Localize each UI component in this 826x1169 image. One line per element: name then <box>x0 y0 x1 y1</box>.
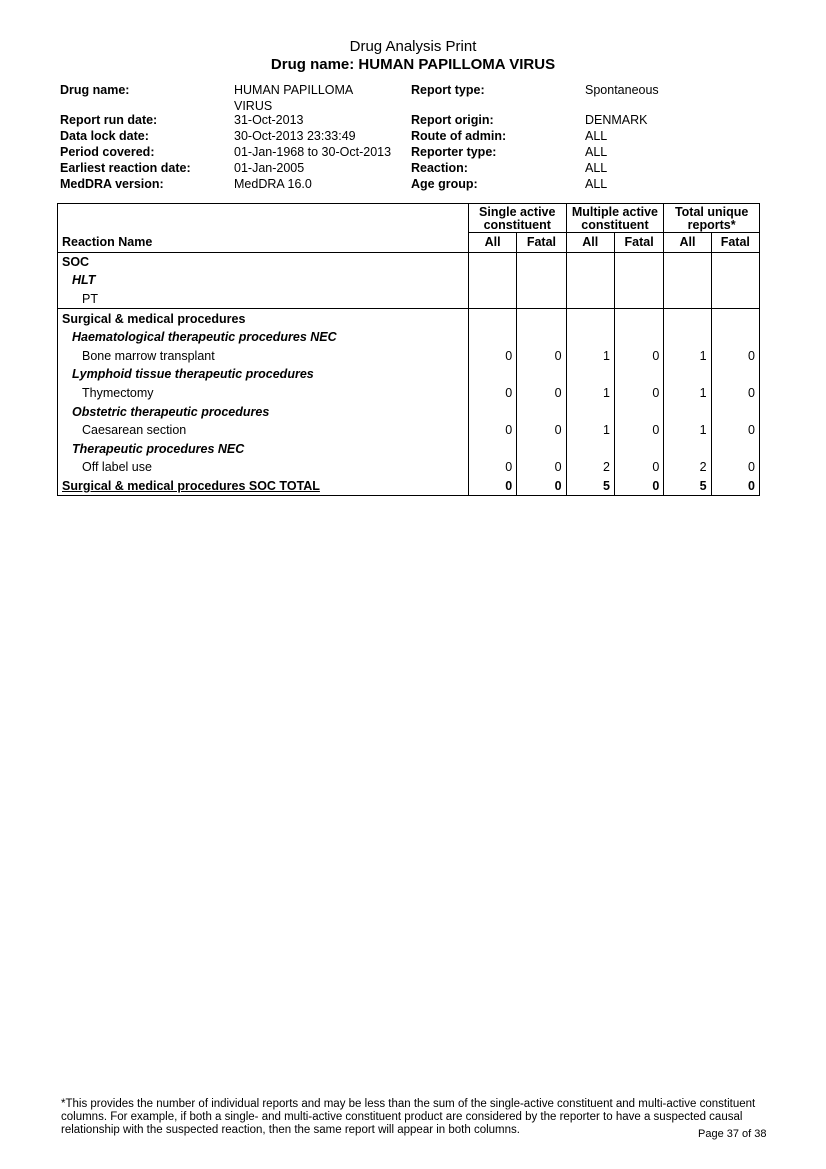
value-cell: 0 <box>468 458 516 477</box>
legend-soc: SOC <box>58 252 469 271</box>
value-cell: 0 <box>711 458 759 477</box>
header-all-2: All <box>566 233 614 253</box>
meta-period-value: 01-Jan-1968 to 30-Oct-2013 <box>234 145 392 159</box>
total-label: Surgical & medical procedures SOC TOTAL <box>58 477 469 496</box>
meta-drug-name-label: Drug name: <box>60 83 130 97</box>
meta-lock-date-label: Data lock date: <box>60 129 149 143</box>
pt-name: Off label use <box>58 458 469 477</box>
total-row <box>58 477 760 496</box>
total-cell: 0 <box>517 477 566 496</box>
meta-route-label: Route of admin: <box>411 129 507 143</box>
value-cell: 0 <box>614 347 663 366</box>
meta-earliest-label: Earliest reaction date: <box>60 161 191 175</box>
meta-origin-label: Report origin: <box>411 113 494 127</box>
total-cell: 0 <box>711 477 759 496</box>
hlt-row: Therapeutic procedures NEC <box>58 440 469 459</box>
meta-reaction-value: ALL <box>585 161 608 175</box>
meta-run-date-label: Report run date: <box>60 113 158 127</box>
value-cell: 0 <box>517 458 566 477</box>
meta-report-type-label: Report type: <box>411 83 485 97</box>
soc-name: Surgical & medical procedures <box>58 309 469 328</box>
page-number: Page 37 of 38 <box>698 1128 767 1140</box>
meta-drug-name-value: HUMAN PAPILLOMA VIRUS <box>234 83 353 113</box>
meta-report-type-value: Spontaneous <box>585 83 659 97</box>
footnote: *This provides the number of individual reports and may be less than the sum of the single-active constituent and multi-active constituent columns. For example, if both a single- and multi-active constituent product are considered by the reporter to have a suspected causal relationship with the suspected reaction, then the same report will appear in both columns. <box>61 1098 756 1136</box>
value-cell: 0 <box>517 384 566 403</box>
meta-reporter-label: Reporter type: <box>411 145 497 159</box>
meta-age-label: Age group: <box>411 177 478 191</box>
meta-age-value: ALL <box>585 177 608 191</box>
value-cell: 0 <box>517 421 566 440</box>
value-cell: 1 <box>664 384 711 403</box>
value-cell: 0 <box>468 421 516 440</box>
meta-lock-date-value: 30-Oct-2013 23:33:49 <box>234 129 356 143</box>
header-fatal-2: Fatal <box>614 233 663 253</box>
value-cell: 0 <box>614 458 663 477</box>
meta-route-value: ALL <box>585 129 608 143</box>
hlt-row: Lymphoid tissue therapeutic procedures <box>58 365 469 384</box>
drug-subtitle: Drug name: HUMAN PAPILLOMA VIRUS <box>270 56 556 73</box>
value-cell: 0 <box>711 384 759 403</box>
header-single-active: Single active constituent <box>468 204 566 233</box>
header-multiple-active: Multiple active constituent <box>566 204 664 233</box>
value-cell: 0 <box>517 347 566 366</box>
total-cell: 5 <box>664 477 711 496</box>
header-all-3: All <box>664 233 711 253</box>
value-cell: 1 <box>664 421 711 440</box>
value-cell: 0 <box>468 384 516 403</box>
value-cell: 0 <box>711 421 759 440</box>
value-cell: 0 <box>711 347 759 366</box>
legend-pt: PT <box>58 290 469 309</box>
pt-name: Caesarean section <box>58 421 469 440</box>
value-cell: 0 <box>614 384 663 403</box>
value-cell: 0 <box>614 421 663 440</box>
header-total-unique: Total unique reports* <box>664 204 760 233</box>
pt-name: Bone marrow transplant <box>58 347 469 366</box>
meta-meddra-label: MedDRA version: <box>60 177 164 191</box>
reaction-table <box>57 203 760 496</box>
meta-run-date-value: 31-Oct-2013 <box>234 113 304 127</box>
value-cell: 1 <box>566 421 614 440</box>
meta-earliest-value: 01-Jan-2005 <box>234 161 305 175</box>
meta-reporter-value: ALL <box>585 145 608 159</box>
report-title: Drug Analysis Print <box>349 38 477 55</box>
table-row <box>58 384 760 403</box>
header-fatal-3: Fatal <box>711 233 759 253</box>
meta-origin-value: DENMARK <box>585 113 648 127</box>
value-cell: 2 <box>566 458 614 477</box>
value-cell: 0 <box>468 347 516 366</box>
total-cell: 0 <box>614 477 663 496</box>
total-cell: 0 <box>468 477 516 496</box>
meta-reaction-label: Reaction: <box>411 161 468 175</box>
total-cell: 5 <box>566 477 614 496</box>
header-reaction-name: Reaction Name <box>58 233 469 253</box>
table-row <box>58 347 760 366</box>
value-cell: 1 <box>566 384 614 403</box>
header-blank <box>58 204 469 233</box>
legend-hlt: HLT <box>58 271 469 290</box>
header-all-1: All <box>468 233 516 253</box>
meta-meddra-value: MedDRA 16.0 <box>234 177 312 191</box>
table-row <box>58 421 760 440</box>
header-fatal-1: Fatal <box>517 233 566 253</box>
pt-name: Thymectomy <box>58 384 469 403</box>
meta-period-label: Period covered: <box>60 145 155 159</box>
value-cell: 2 <box>664 458 711 477</box>
hlt-row: Obstetric therapeutic procedures <box>58 402 469 421</box>
value-cell: 1 <box>664 347 711 366</box>
hlt-row: Haematological therapeutic procedures NEC <box>58 328 469 347</box>
table-row <box>58 458 760 477</box>
value-cell: 1 <box>566 347 614 366</box>
